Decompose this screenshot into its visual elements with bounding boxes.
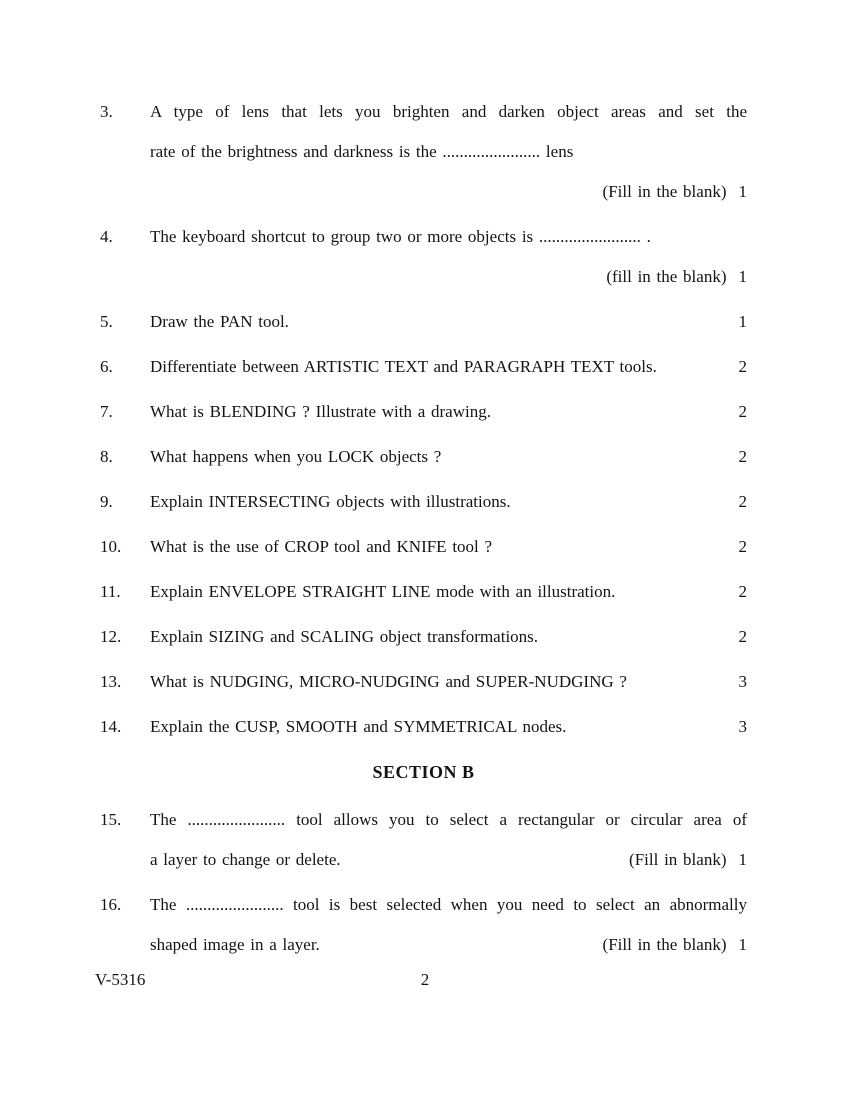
question-number: 16. [100,895,122,914]
question-body [150,92,747,212]
question-line [150,437,747,477]
question-3 [100,92,747,212]
paper-code: V-5316 [95,970,146,989]
question-number: 15. [100,810,122,829]
marks-value: 2 [738,492,747,511]
page-footer [0,968,850,992]
marks-value: 2 [738,447,747,466]
question-line: The keyboard shortcut to group two or more objects is ........................ . [150,227,651,246]
marks-value [715,347,748,387]
marks-value: 1 [738,312,747,331]
question-5 [100,302,747,342]
marks-value [715,392,748,432]
question-6 [100,347,747,387]
question-text: Draw the PAN tool. [150,312,289,331]
marks-value: 2 [738,627,747,646]
question-7 [100,392,747,432]
fill-in-note-and-marks [594,257,747,297]
question-line [150,840,747,880]
marks-value [715,302,748,342]
marks-value [715,572,748,612]
fill-in-note: (Fill in blank) [629,850,727,869]
question-text: What is BLENDING ? Illustrate with a drawing. [150,402,491,421]
question-16 [100,885,747,965]
question-number: 14. [100,717,122,736]
question-body [150,527,747,567]
question-line [150,707,747,747]
question-number: 3. [100,102,113,121]
question-line: The ....................... tool allows you to select a rectangular or circular area of [150,810,747,829]
question-9 [100,482,747,522]
question-body [150,885,747,965]
marks-value: 1 [738,850,747,869]
page-number: 2 [420,970,430,989]
question-text: shaped image in a layer. [150,935,320,954]
question-line [150,392,747,432]
question-body [150,662,747,702]
marks-value [715,482,748,522]
question-text: What happens when you LOCK objects ? [150,447,442,466]
question-body [150,217,747,297]
marks-value: 3 [738,672,747,691]
question-number: 12. [100,627,122,646]
question-8 [100,437,747,477]
question-body [150,347,747,387]
question-text: Differentiate between ARTISTIC TEXT and PARAGRAPH TEXT tools. [150,357,657,376]
question-text: Explain INTERSECTING objects with illustrations. [150,492,511,511]
question-number: 5. [100,312,113,331]
marks-value: 2 [738,582,747,601]
marks-value: 3 [738,717,747,736]
marks-value [715,527,748,567]
question-number: 7. [100,402,113,421]
question-line [150,572,747,612]
question-10 [100,527,747,567]
section-heading: SECTION B [372,762,475,782]
question-body [150,617,747,657]
question-body [150,437,747,477]
marks-value [715,617,748,657]
question-line [150,617,747,657]
question-13 [100,662,747,702]
question-number: 9. [100,492,113,511]
question-number: 6. [100,357,113,376]
question-line [150,482,747,522]
question-line: The ....................... tool is best selected when you need to select an abnormally [150,895,747,914]
question-11 [100,572,747,612]
question-body [150,482,747,522]
question-text: Explain the CUSP, SMOOTH and SYMMETRICAL nodes. [150,717,567,736]
question-body [150,302,747,342]
question-line [150,257,747,297]
marks-value: 2 [738,537,747,556]
question-line: A type of lens that lets you brighten and darken object areas and set the [150,102,747,121]
fill-in-note: (Fill in the blank) [602,182,727,201]
question-line [150,172,747,212]
question-body [150,392,747,432]
marks-value: 2 [738,357,747,376]
question-line [150,662,747,702]
question-text: What is NUDGING, MICRO-NUDGING and SUPER-NUDGING ? [150,672,627,691]
question-list [100,92,747,970]
marks-value [715,707,748,747]
marks-value: 1 [738,182,747,201]
fill-in-note-and-marks [617,840,747,880]
question-line [150,302,747,342]
question-body [150,707,747,747]
marks-value: 2 [738,402,747,421]
question-number: 10. [100,537,122,556]
question-line [150,925,747,965]
question-text: Explain ENVELOPE STRAIGHT LINE mode with an illustration. [150,582,616,601]
question-text: Explain SIZING and SCALING object transformations. [150,627,539,646]
question-15 [100,800,747,880]
question-number: 13. [100,672,122,691]
question-number: 8. [100,447,113,466]
question-14 [100,707,747,747]
fill-in-note: (Fill in the blank) [602,935,727,954]
question-4 [100,217,747,297]
question-number: 4. [100,227,113,246]
marks-value [715,437,748,477]
question-line: rate of the brightness and darkness is the ....................... lens [150,142,574,161]
question-body [150,572,747,612]
marks-value: 1 [738,267,747,286]
question-body [150,800,747,880]
question-number: 11. [100,582,121,601]
fill-in-note: (fill in the blank) [606,267,727,286]
question-text: a layer to change or delete. [150,850,341,869]
fill-in-note-and-marks [591,172,747,212]
question-line [150,527,747,567]
fill-in-note-and-marks [591,925,747,965]
question-text: What is the use of CROP tool and KNIFE tool ? [150,537,493,556]
question-12 [100,617,747,657]
marks-value: 1 [738,935,747,954]
question-line [150,347,747,387]
marks-value [715,662,748,702]
